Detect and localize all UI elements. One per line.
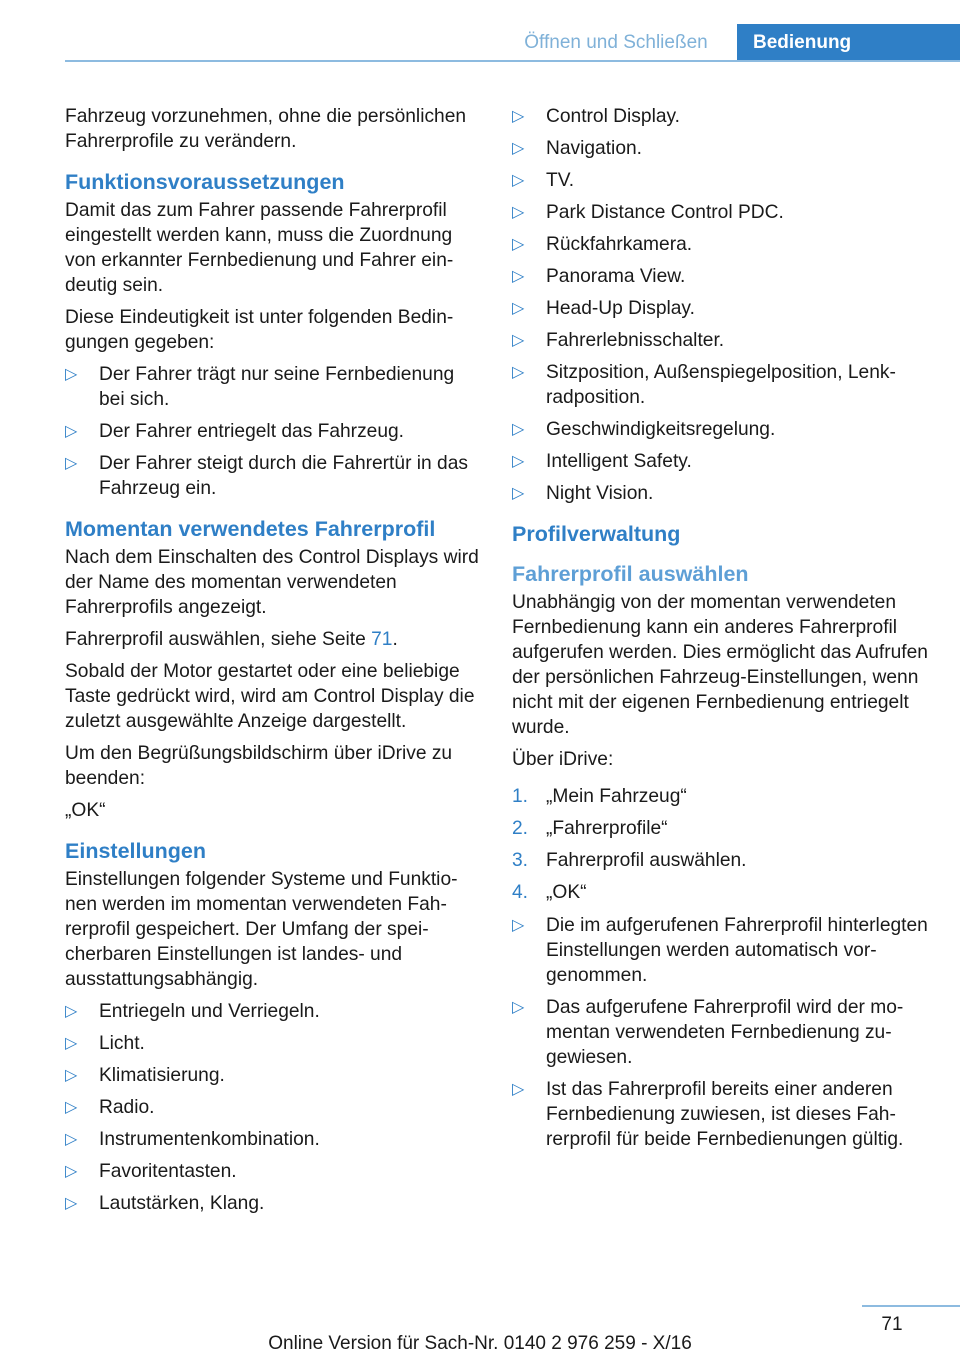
list-item [65,1095,483,1120]
triangle-bullet-icon: ▷ [65,423,78,440]
list-item [512,232,932,257]
triangle-bullet-icon: ▷ [512,236,525,253]
triangle-bullet-icon: ▷ [512,268,525,285]
list-item-text: Radio. [99,1097,155,1118]
list-item [512,168,932,193]
intro-paragraph: Fahrzeug vorzunehmen, ohne die persönlichen Fahrerprofile zu verändern. [65,106,467,152]
list-item [512,449,932,474]
list-item-text: Navigation. [546,138,642,159]
list-item [65,1031,483,1056]
list-item-text: Licht. [99,1033,145,1054]
momentan-paragraph-2 [65,627,483,652]
einstellungen-list [65,999,483,1216]
step-text: Fahrerprofil auswählen. [546,850,747,871]
list-item [512,264,932,289]
footer-divider [862,1305,960,1307]
cross-reference-end: . [392,629,398,650]
page-header [0,0,960,62]
list-item [512,1077,932,1152]
step-number: 1. [512,786,529,807]
momentan-paragraph-3: Sobald der Motor gestartet oder eine beliebige Taste gedrückt wird, wird am Control Display die zuletzt ausgewählte Anzeige dargestellt. [65,661,475,732]
triangle-bullet-icon: ▷ [512,172,525,189]
list-item [512,328,932,353]
triangle-bullet-icon: ▷ [512,108,525,125]
triangle-bullet-icon: ▷ [65,1003,78,1020]
triangle-bullet-icon: ▷ [65,1131,78,1148]
triangle-bullet-icon: ▷ [512,999,525,1016]
list-item [512,995,932,1070]
funktion-paragraph-1: Damit das zum Fahrer passende Fahrerprofil eingestellt werden kann, muss die Zuordnung von erkannter Fernbedienung und Fahrer eindeutig sein. [65,200,454,296]
step-item [512,784,932,809]
list-item-text: Ist das Fahrerprofil bereits einer anderen Fernbedienung zuwiesen, ist dieses Fahrerprofil für beide Fernbedienungen gültig. [546,1079,904,1150]
list-item-text: Das aufgerufene Fahrerprofil wird der momentan verwendeten Fernbedienung zugewiesen. [546,997,904,1068]
triangle-bullet-icon: ▷ [65,366,78,383]
einstellungen-paragraph: Einstellungen folgender Systeme und Funktionen werden im momentan verwendeten Fahrerprofil gespeichert. Der Umfang der speicherbaren Einstellungen ist landes- und ausstattungsabhängig. [65,869,458,990]
footer-version-text: Online Version für Sach-Nr. 0140 2 976 259 - X/16 [268,1333,692,1354]
header-divider [65,60,960,62]
heading-momentan: Momentan verwendetes Fahrerprofil [65,517,436,541]
triangle-bullet-icon: ▷ [65,1163,78,1180]
left-column [65,104,483,1224]
heading-profilverwaltung: Profilverwaltung [512,522,681,546]
list-item-text: Night Vision. [546,483,654,504]
auswaehlen-paragraph-2: Über iDrive: [512,749,614,770]
right-column [512,104,932,1160]
list-item-text: Der Fahrer trägt nur seine Fernbedienung bei sich. [99,364,455,410]
list-item-text: Der Fahrer steigt durch die Fahrertür in das Fahrzeug ein. [99,453,468,499]
step-item [512,848,932,873]
triangle-bullet-icon: ▷ [65,1067,78,1084]
list-item-text: Entriegeln und Verriegeln. [99,1001,320,1022]
triangle-bullet-icon: ▷ [65,455,78,472]
list-item-text: Geschwindigkeitsregelung. [546,419,776,440]
momentan-paragraph-4: Um den Begrüßungsbildschirm über iDrive zu beenden: [65,743,453,789]
list-item [512,104,932,129]
triangle-bullet-icon: ▷ [512,140,525,157]
list-item [512,417,932,442]
step-text: „OK“ [546,882,587,903]
list-item-text: TV. [546,170,575,191]
step-item [512,816,932,841]
triangle-bullet-icon: ▷ [512,917,525,934]
list-item-text: Control Display. [546,106,681,127]
header-section-title: Öffnen und Schließen [524,32,708,53]
auswaehlen-paragraph-1: Unabhängig von der momentan verwendeten Fernbedienung kann ein anderes Fahrerprofil aufgerufen werden. Dies ermöglicht das Aufrufen der persönlichen Fahrzeug-Einstellungen, wenn nicht mit der eigenen Fernbedienung entriegelt wurde. [512,592,928,738]
list-item [512,360,932,410]
triangle-bullet-icon: ▷ [512,364,525,381]
list-item [65,419,483,444]
systems-list [512,104,932,506]
list-item-text: Klimatisierung. [99,1065,225,1086]
momentan-paragraph-5: „OK“ [65,800,106,821]
list-item-text: Fahrerlebnisschalter. [546,330,725,351]
list-item-text: Lautstärken, Klang. [99,1193,265,1214]
list-item-text: Favoritentasten. [99,1161,237,1182]
list-item-text: Intelligent Safety. [546,451,692,472]
funktion-list [65,362,483,501]
list-item [65,1191,483,1216]
list-item [65,1063,483,1088]
list-item-text: Head-Up Display. [546,298,695,319]
heading-einstellungen: Einstellungen [65,839,206,863]
triangle-bullet-icon: ▷ [512,453,525,470]
steps-list [512,784,932,905]
step-number: 2. [512,818,529,839]
heading-funktionsvoraussetzungen: Funktionsvoraussetzungen [65,170,345,194]
step-text: „Fahrerprofile“ [546,818,668,839]
momentan-paragraph-1: Nach dem Einschalten des Control Displays wird der Name des momentan verwendeten Fahrerprofils angezeigt. [65,547,479,618]
list-item [65,999,483,1024]
step-item [512,880,932,905]
list-item [65,451,483,501]
triangle-bullet-icon: ▷ [65,1195,78,1212]
triangle-bullet-icon: ▷ [512,485,525,502]
step-number: 4. [512,882,529,903]
list-item [512,200,932,225]
step-number: 3. [512,850,529,871]
page-reference-link[interactable]: 71 [371,629,393,650]
notes-list [512,913,932,1152]
funktion-paragraph-2: Diese Eindeutigkeit ist unter folgenden Bedingungen gegeben: [65,307,454,353]
triangle-bullet-icon: ▷ [512,300,525,317]
list-item-text: Der Fahrer entriegelt das Fahrzeug. [99,421,405,442]
triangle-bullet-icon: ▷ [512,332,525,349]
list-item [512,296,932,321]
triangle-bullet-icon: ▷ [512,421,525,438]
triangle-bullet-icon: ▷ [512,204,525,221]
list-item [512,136,932,161]
list-item [65,1159,483,1184]
list-item-text: Sitzposition, Außenspiegelposition, Lenkradposition. [546,362,896,408]
step-text: „Mein Fahrzeug“ [546,786,687,807]
list-item [65,362,483,412]
page-number: 71 [881,1314,903,1335]
triangle-bullet-icon: ▷ [65,1099,78,1116]
list-item-text: Park Distance Control PDC. [546,202,784,223]
cross-reference-text: Fahrerprofil auswählen, siehe Seite [65,629,372,650]
list-item-text: Panorama View. [546,266,686,287]
header-chapter-tab: Bedienung [737,24,960,62]
list-item [512,913,932,988]
triangle-bullet-icon: ▷ [512,1081,525,1098]
list-item [512,481,932,506]
list-item [65,1127,483,1152]
list-item-text: Die im aufgerufenen Fahrerprofil hinterlegten Einstellungen werden automatisch vorgenommen. [546,915,928,986]
list-item-text: Instrumentenkombination. [99,1129,320,1150]
triangle-bullet-icon: ▷ [65,1035,78,1052]
list-item-text: Rückfahrkamera. [546,234,693,255]
heading-fahrerprofil-auswaehlen: Fahrerprofil auswählen [512,562,749,586]
